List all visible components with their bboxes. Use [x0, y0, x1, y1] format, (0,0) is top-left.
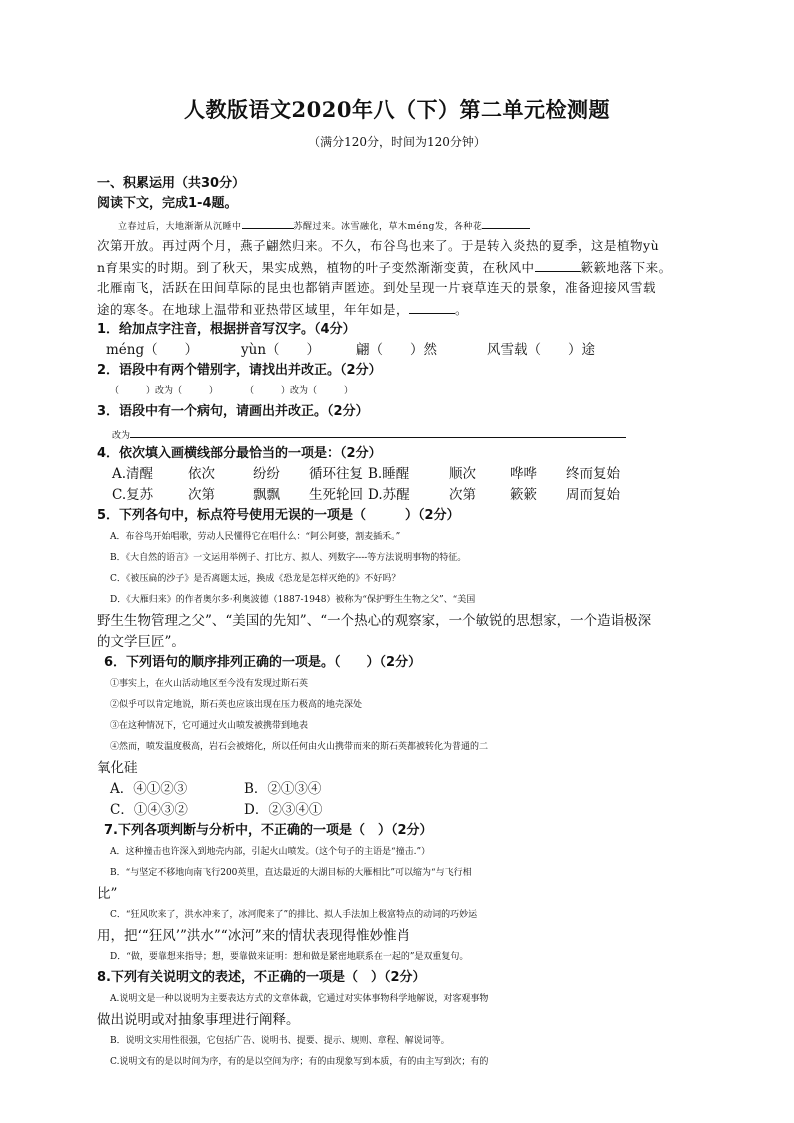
q6-sentence-2: ②似乎可以肯定地说，斯石英也应该出现在压力极高的地壳深处 [110, 700, 363, 710]
q8-option-c: C.说明文有的是以时间为序，有的是以空间为序；有的由现象写到本质，有的由主写到次；有的 [110, 1057, 489, 1067]
q7-option-b: B．“与坚定不移地向南飞行200英里，直达最近的大湖目标的大雁相比”可以缩为“与飞行相 [110, 868, 472, 878]
blank-1 [242, 214, 294, 229]
q6-sentence-4: ④然而，喷发温度极高，岩石会被熔化，所以任何由火山携带而来的斯石英都被转化为普通的二 [110, 742, 489, 752]
q7-option-a: A．这种撞击也许深入到地壳内部，引起火山喷发。（这个句子的主语是“撞击.”） [110, 847, 431, 857]
q5-option-b: B．《大自然的语言》一文运用举例子、打比方、拟人、列数字----等方法说明事物的特征。 [110, 553, 467, 563]
reading-intro: 阅读下文，完成1-4题。 [97, 196, 238, 211]
q6-sentence-3: ③在这种情况下，它可通过火山喷发被携带到地表 [110, 721, 309, 731]
q5-option-d-cont-1: 野生生物管理之父”、“美国的先知”、“一个热心的观察家，一个敏锐的思想家，一个造诣极深 [97, 613, 652, 629]
q5-option-d-cont-2: 的文学巨匠”。 [97, 634, 185, 650]
q3-stem: 3．语段中有一个病句，请画出并改正。（2分） [97, 404, 369, 419]
q4-a-2: 依次 [188, 466, 215, 482]
q7-option-c: C．“狂风吹来了，洪水冲来了，冰河爬来了”的排比、拟人手法加上极富特点的动词的巧妙运 [110, 910, 478, 920]
q1-item-3: 翩（ ）然 [356, 342, 437, 358]
passage-line-4: 北雁南飞，活跃在田间草际的昆虫也都销声匿迹。到处呈现一片衰草连天的景象，准备迎接风雪载 [97, 280, 657, 295]
q7-option-b-cont: 比” [97, 886, 118, 902]
q7-option-c-cont: 用，把‘“狂风’”洪水”“冰河”来的情状表现得惟妙惟肖 [97, 928, 411, 944]
passage-line-2: 次第开放。再过两个月，燕子翩然归来。不久，布谷鸟也来了。于是转入炎热的夏季，这是植物yù [97, 238, 660, 253]
q7-stem: 7.下列各项判断与分析中，不正确的一项是（ ）（2分） [104, 823, 433, 838]
blank-3 [535, 257, 581, 272]
q4-b-3: 哗哗 [510, 466, 537, 482]
q6-sentence-4-cont: 氧化硅 [97, 760, 138, 776]
q6-option-a: A．④①②③ [110, 781, 188, 797]
passage-line-3: n育果实的时期。到了秋天，果实成熟，植物的叶子变然渐渐变黄，在秋风中 簌簌地落下来。 [97, 257, 697, 278]
q4-stem: 4．依次填入画横线部分最恰当的一项是：（2分） [97, 446, 382, 461]
q4-d: D.苏醒 [368, 487, 410, 503]
q5-option-a: A．布谷鸟开始唱歌，劳动人民懂得它在唱什么：“阿公阿婆，割麦插禾。” [110, 532, 401, 542]
exam-subtitle: （满分120分，时间为120分钟） [308, 135, 486, 149]
q5-option-c: C．《被压扁的沙子》是否离题太远，换成《恐龙是怎样灭绝的》不好吗？ [110, 574, 401, 584]
q4-d-3: 簌簌 [510, 487, 537, 503]
q7-option-d: D．“做，要靠想来指导；想，要靠做来证明：想和做是紧密地联系在一起的”是双重复句。 [110, 952, 469, 962]
q6-sentence-1: ①事实上，在火山活动地区至今没有发现过斯石英 [110, 679, 309, 689]
q1-item-1: méng（ ） [106, 342, 199, 358]
passage-line-5: 途的寒冬。在地球上温带和亚热带区域里，年年如是， 。 [97, 299, 697, 320]
q6-option-b: B．②①③④ [244, 781, 322, 797]
q2-stem: 2．语段中有两个错别字，请找出并改正。（2分） [97, 363, 382, 378]
q4-c-3: 飘飘 [253, 487, 280, 503]
q8-option-a-cont: 做出说明或对抽象事理进行阐释。 [97, 1012, 300, 1028]
q1-item-4: 风雪载（ ）途 [487, 342, 595, 358]
q5-stem: 5．下列各句中，标点符号使用无误的一项是（ ）（2分） [97, 508, 460, 523]
q4-b: B.睡醒 [368, 466, 410, 482]
q4-a-4: 循环往复 [309, 466, 363, 482]
q4-b-2: 顺次 [449, 466, 476, 482]
q1-stem: 1．给加点字注音，根据拼音写汉字。（4分） [97, 322, 356, 337]
q6-option-d: D．②③④① [244, 802, 323, 818]
q8-stem: 8.下列有关说明文的表述，不正确的一项是（ ）（2分） [97, 970, 426, 985]
q1-item-2: yùn（ ） [241, 342, 321, 358]
q4-c-2: 次第 [188, 487, 215, 503]
q4-a-3: 纷纷 [253, 466, 280, 482]
exam-title: 人教版语文2020年八（下）第二单元检测题 [184, 97, 610, 122]
q4-d-2: 次第 [449, 487, 476, 503]
q3-answer-blank [130, 423, 626, 438]
q3-answer-line: 改为 [112, 423, 712, 446]
q6-option-c: C．①④③② [110, 802, 188, 818]
q4-a: A.清醒 [112, 466, 154, 482]
q4-b-4: 终而复始 [566, 466, 620, 482]
q4-c-4: 生死轮回 [309, 487, 363, 503]
q8-option-b: B．说明文实用性很强，它包括广告、说明书、提要、提示、规则、章程、解说词等。 [110, 1036, 450, 1046]
q4-d-4: 周而复始 [566, 487, 620, 503]
q6-stem: 6．下列语句的顺序排列正确的一项是。（ ）（2分） [104, 655, 422, 670]
section-heading: 一、积累运用（共30分） [97, 176, 246, 191]
q2-answer-line: （ ）改为（ ） （ ）改为（ ） [110, 386, 354, 396]
q4-c: C.复苏 [112, 487, 154, 503]
q8-option-a: A.说明文是一种以说明为主要表达方式的文章体裁，它通过对实体事物科学地解说，对客观事物 [110, 994, 489, 1004]
passage-line-1: 立春过后，大地渐渐从沉睡中 苏醒过来。冰雪融化，草木méng发，各种花 [118, 214, 718, 237]
blank-4 [409, 299, 455, 314]
blank-2 [482, 214, 530, 229]
q5-option-d: D．《大雁归来》的作者奥尔多·利奥波德（1887-1948）被称为“保护野生生物之父”、“美国 [110, 595, 476, 605]
